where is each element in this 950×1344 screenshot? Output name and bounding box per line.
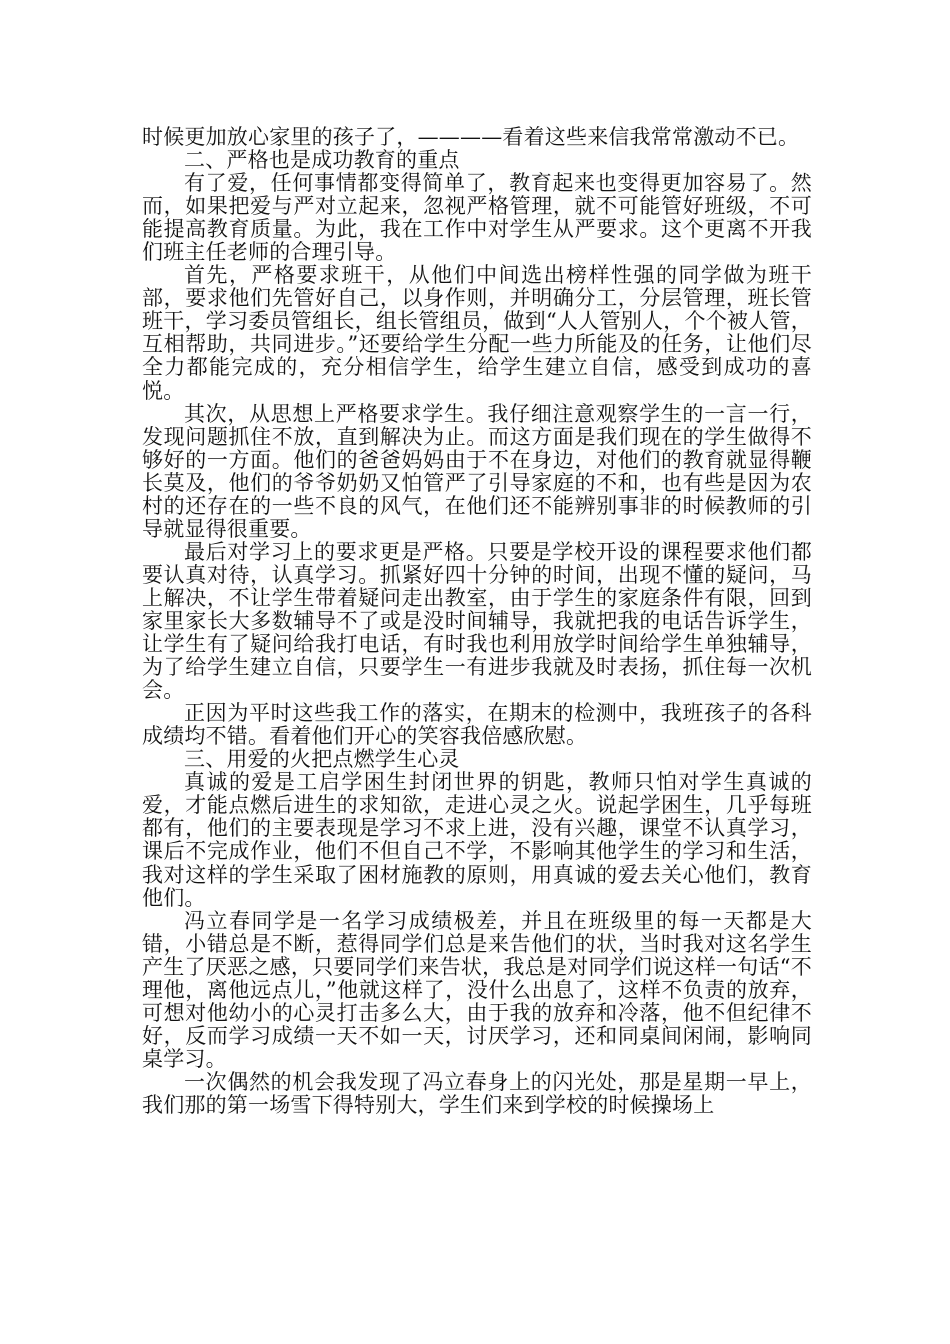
paragraph: 有了爱，任何事情都变得简单了，教育起来也变得更加容易了。然而，如果把爱与严对立起来，忽视严格管理，就不可能管好班级，不可能提高教育质量。为此，我在工作中对学生从严要求。这个更离不开我们班主任老师的合理引导。	[142, 171, 812, 265]
paragraph: 首先，严格要求班干，从他们中间选出榜样性强的同学做为班干部，要求他们先管好自己，以身作则，并明确分工，分层管理，班长管班干，学习委员管组长，组长管组员，做到“人人管别人，个个被人管，互相帮助，共同进步。”还要给学生分配一些力所能及的任务，让他们尽全力都能完成的，充分相信学生，给学生建立自信，感受到成功的喜悦。	[142, 263, 812, 403]
section-heading-2: 二、严格也是成功教育的重点	[184, 148, 460, 173]
paragraph: 真诚的爱是工启学困生封闭世界的钥匙，教师只怕对学生真诚的爱，才能点燃后进生的求知欲，走进心灵之火。说起学困生，几乎每班都有，他们的主要表现是学习不求上进，没有兴趣，课堂不认真学习，课后不完成作业，他们不但自己不学，不影响其他学生的学习和生活，我对这样的学生采取了困材施教的原则，用真诚的爱去关心他们，教育他们。	[142, 770, 812, 910]
section-heading-3: 三、用爱的火把点燃学生心灵	[184, 747, 460, 772]
paragraph-continuation: 时候更加放心家里的孩子了，————看着这些来信我常常激动不已。	[142, 125, 800, 149]
paragraph: 一次偶然的机会我发现了冯立春身上的闪光处，那是星期一早上，我们那的第一场雪下得特别大，学生们来到学校的时候操场上	[142, 1069, 812, 1117]
paragraph: 其次，从思想上严格要求学生。我仔细注意观察学生的一言一行，发现问题抓住不放，直到解决为止。而这方面是我们现在的学生做得不够好的一方面。他们的爸爸妈妈由于不在身边，对他们的教育就显得鞭长莫及，他们的爷爷奶奶又怕管严了引导家庭的不和，也有些是因为农村的还存在的一些不良的风气，在他们还不能辨别事非的时候教师的引导就显得很重要。	[142, 401, 812, 541]
paragraph: 最后对学习上的要求更是严格。只要是学校开设的课程要求他们都要认真对待，认真学习。抓紧好四十分钟的时间，出现不懂的疑问，马上解决，不让学生带着疑问走出教室，由于学生的家庭条件有限，回到家里家长大多数辅导不了或是没时间辅导，我就把我的电话告诉学生，让学生有了疑问给我打电话，有时我也利用放学时间给学生单独辅导，为了给学生建立自信，只要学生一有进步我就及时表扬，抓住每一次机会。	[142, 539, 812, 703]
document-body	[142, 126, 812, 1117]
paragraph: 冯立春同学是一名学习成绩极差，并且在班级里的每一天都是大错，小错总是不断，惹得同学们总是来告他们的状，当时我对这名学生产生了厌恶之感，只要同学们来告状，我总是对同学们说这样一句话“不理他，离他远点儿，”他就这样了，没什么出息了，这样不负责的放弃，可想对他幼小的心灵打击多么大，由于我的放弃和冷落，他不但纪律不好，反而学习成绩一天不如一天，讨厌学习，还和同桌间闲闹，影响同桌学习。	[142, 908, 812, 1071]
paragraph: 正因为平时这些我工作的落实，在期末的检测中，我班孩子的各科成绩均不错。看着他们开心的笑容我倍感欣慰。	[142, 701, 812, 749]
